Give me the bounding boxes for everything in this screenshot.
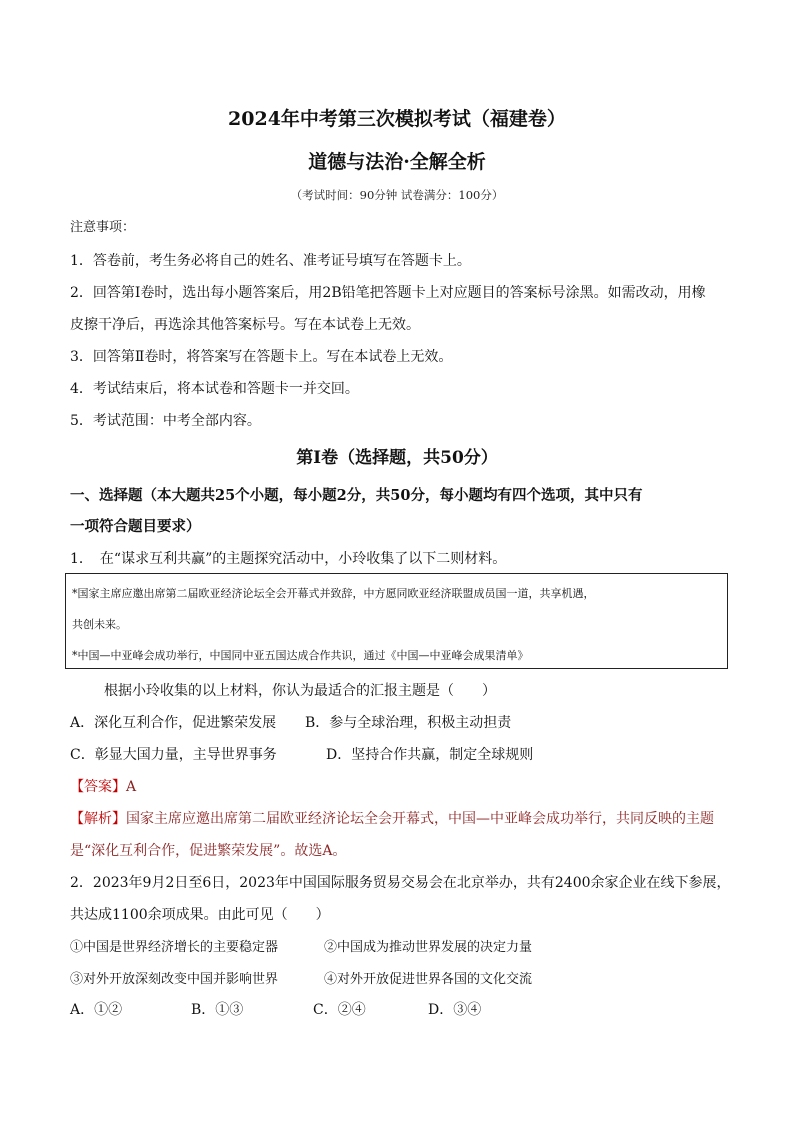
q1-analysis-cont: 是“深化互利合作，促进繁荣发展”。故选A。 [70, 843, 347, 859]
q1-analysis [70, 808, 714, 828]
q2-statement-3: ③对外开放深刻改变中国并影响世界 [70, 972, 279, 987]
q1-material-2: *中国—中亚峰会成功举行，中国同中亚五国达成合作共识，通过《中国—中亚峰会成果清单》 [72, 649, 529, 662]
analysis-label: 【解析】 [70, 811, 126, 827]
q1-option-a: A．深化互利合作，促进繁荣发展 [70, 715, 277, 731]
q2-option-c: C．②④ [313, 1002, 366, 1018]
q1-question: 根据小玲收集的以上材料，你认为最适合的汇报主题是（ ） [104, 683, 496, 699]
q2-statement-2: ②中国成为推动世界发展的决定力量 [324, 940, 533, 955]
exam-subtitle: 道德与法治·全解全析 [308, 151, 486, 173]
q1-answer [70, 776, 136, 796]
q2-statement-1: ①中国是世界经济增长的主要稳定器 [70, 940, 279, 955]
q1-option-b: B．参与全球治理，积极主动担责 [305, 715, 512, 731]
q2-option-a: A．①② [70, 1002, 123, 1018]
q1-material-1-cont: 共创未来。 [72, 618, 127, 631]
notice-item-5: 5．考试范围：中考全部内容。 [70, 413, 261, 429]
notice-item-2: 2．回答第Ⅰ卷时，选出每小题答案后，用2B铅笔把答题卡上对应题目的答案标号涂黑。如需改动，用橡 [70, 285, 706, 301]
exam-info: （考试时间：90分钟 试卷满分：100分） [290, 188, 504, 202]
q1-stem: 1． 在“谋求互利共赢”的主题探究活动中，小玲收集了以下二则材料。 [70, 551, 507, 567]
exam-title: 2024年中考第三次模拟考试（福建卷） [228, 108, 566, 130]
notice-item-3: 3．回答第Ⅱ卷时，将答案写在答题卡上。写在本试卷上无效。 [70, 349, 453, 365]
notice-item-4: 4．考试结束后，将本试卷和答题卡一并交回。 [70, 381, 359, 397]
q2-option-d: D．③④ [428, 1002, 482, 1018]
q2-option-b: B．①③ [191, 1002, 244, 1018]
q2-stem-line1: 2．2023年9月2日至6日，2023年中国国际服务贸易交易会在北京举办，共有2400余家企业在线下参展， [70, 875, 731, 891]
q1-option-d: D．坚持合作共赢，制定全球规则 [326, 747, 534, 763]
q1-material-1: *国家主席应邀出席第二届欧亚经济论坛全会开幕式并致辞，中方愿同欧亚经济联盟成员国一道，共享机遇， [72, 587, 595, 600]
section-title: 第Ⅰ卷（选择题，共50分） [296, 448, 498, 468]
part-instruction-line1: 一、选择题（本大题共25个小题，每小题2分，共50分，每小题均有四个选项，其中只有 [70, 487, 643, 504]
notice-item-1: 1．答卷前，考生务必将自己的姓名、准考证号填写在答题卡上。 [70, 253, 471, 269]
answer-label: 【答案】 [70, 779, 126, 795]
answer-value: A [126, 779, 137, 795]
q2-stem-line2: 共达成1100余项成果。由此可见（ ） [70, 907, 330, 923]
analysis-text: 国家主席应邀出席第二届欧亚经济论坛全会开幕式，中国—中亚峰会成功举行，共同反映的主题 [126, 811, 714, 827]
part-instruction-line2: 一项符合题目要求） [70, 518, 201, 535]
q2-statement-4: ④对外开放促进世界各国的文化交流 [324, 972, 533, 987]
notice-heading: 注意事项： [70, 220, 136, 235]
q1-option-c: C．彰显大国力量，主导世界事务 [70, 747, 277, 763]
notice-item-2-cont: 皮擦干净后，再选涂其他答案标号。写在本试卷上无效。 [70, 317, 420, 333]
